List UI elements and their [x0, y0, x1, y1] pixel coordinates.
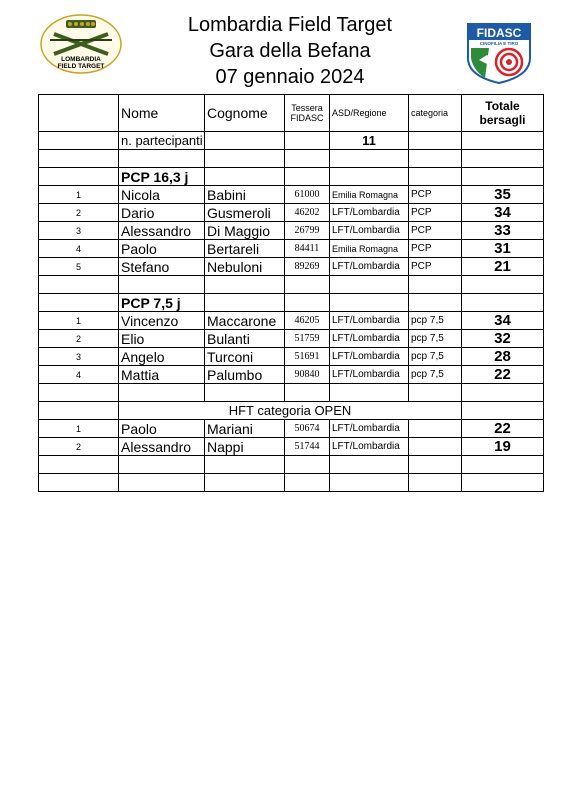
table-row — [39, 186, 544, 204]
title-line-1: Lombardia Field Target — [187, 14, 393, 36]
fidasc-shield-icon — [465, 22, 533, 84]
cell-asd: LFT/Lombardia — [330, 312, 409, 330]
cell-totale: 28 — [462, 348, 544, 366]
cell-nome: Vincenzo — [119, 312, 205, 330]
cell-cognome: Maccarone — [205, 312, 285, 330]
crossed-rifles-icon — [40, 14, 122, 74]
cell-cognome: Gusmeroli — [205, 204, 285, 222]
header-nome: Nome — [119, 95, 205, 132]
participants-row — [39, 132, 544, 150]
empty-row — [39, 474, 544, 492]
cell-asd: LFT/Lombardia — [330, 348, 409, 366]
header-pos — [39, 95, 119, 132]
table-row — [39, 312, 544, 330]
section-title: PCP 16,3 j — [119, 168, 205, 186]
cell-totale: 35 — [462, 186, 544, 204]
cell-asd: LFT/Lombardia — [330, 222, 409, 240]
cell-pos: 3 — [39, 222, 119, 240]
cell-nome: Stefano — [119, 258, 205, 276]
cell-asd: Emilia Romagna — [330, 240, 409, 258]
fidasc-sub-text: CINOFILIA E TIRO — [479, 41, 519, 46]
cell-pos: 4 — [39, 366, 119, 384]
table-row — [39, 438, 544, 456]
cell-asd: Emilia Romagna — [330, 186, 409, 204]
cell-nome: Paolo — [119, 240, 205, 258]
cell-tessera: 51759 — [285, 330, 330, 348]
table-row — [39, 204, 544, 222]
cell-categoria: PCP — [409, 258, 462, 276]
table-row — [39, 420, 544, 438]
spacer-row — [39, 276, 544, 294]
cell-categoria: PCP — [409, 222, 462, 240]
cell-tessera: 84411 — [285, 240, 330, 258]
cell-pos: 4 — [39, 240, 119, 258]
cell-cognome: Nebuloni — [205, 258, 285, 276]
cell-tessera: 89269 — [285, 258, 330, 276]
cell-nome: Alessandro — [119, 222, 205, 240]
cell-cognome: Di Maggio — [205, 222, 285, 240]
table-row — [39, 330, 544, 348]
page-title — [130, 12, 450, 90]
cell-cognome: Turconi — [205, 348, 285, 366]
cell-tessera: 26799 — [285, 222, 330, 240]
cell-asd: LFT/Lombardia — [330, 420, 409, 438]
section-title-row — [39, 294, 544, 312]
cell-asd: LFT/Lombardia — [330, 330, 409, 348]
table-row — [39, 348, 544, 366]
cell-asd: LFT/Lombardia — [330, 204, 409, 222]
cell-tessera: 50674 — [285, 420, 330, 438]
participants-count: 11 — [330, 132, 409, 150]
header-totale: Totale bersagli — [462, 95, 544, 132]
spacer-row — [39, 384, 544, 402]
cell-totale: 34 — [462, 312, 544, 330]
cell-categoria: PCP — [409, 204, 462, 222]
cell-categoria: PCP — [409, 186, 462, 204]
title-line-3: 07 gennaio 2024 — [215, 66, 365, 88]
logo-left-text-2: FIELD TARGET — [57, 63, 105, 70]
cell-pos: 5 — [39, 258, 119, 276]
cell-asd: LFT/Lombardia — [330, 438, 409, 456]
cell-nome: Dario — [119, 204, 205, 222]
cell-pos: 2 — [39, 330, 119, 348]
spacer-row — [39, 456, 544, 474]
cell-cognome: Mariani — [205, 420, 285, 438]
table-row — [39, 366, 544, 384]
cell-totale: 22 — [462, 366, 544, 384]
header-categoria: categoria — [409, 95, 462, 132]
cell-categoria: pcp 7,5 — [409, 366, 462, 384]
cell-tessera: 61000 — [285, 186, 330, 204]
cell-nome: Alessandro — [119, 438, 205, 456]
cell-pos: 3 — [39, 348, 119, 366]
cell-totale: 21 — [462, 258, 544, 276]
cell-asd: LFT/Lombardia — [330, 258, 409, 276]
participants-label: n. partecipanti — [119, 132, 205, 150]
cell-pos: 1 — [39, 420, 119, 438]
cell-totale: 19 — [462, 438, 544, 456]
cell-categoria: PCP — [409, 240, 462, 258]
cell-tessera: 90840 — [285, 366, 330, 384]
table-row — [39, 222, 544, 240]
lombardia-field-target-logo — [40, 14, 122, 74]
cell-nome: Angelo — [119, 348, 205, 366]
cell-tessera: 46205 — [285, 312, 330, 330]
cell-categoria — [409, 438, 462, 456]
fidasc-brand-text: FIDASC — [476, 26, 522, 40]
logo-left-text-1: LOMBARDIA — [61, 56, 101, 63]
table-row — [39, 240, 544, 258]
cell-pos: 1 — [39, 312, 119, 330]
title-line-2: Gara della Befana — [209, 40, 371, 62]
cell-asd: LFT/Lombardia — [330, 366, 409, 384]
cell-nome: Mattia — [119, 366, 205, 384]
cell-totale: 32 — [462, 330, 544, 348]
section-title-row — [39, 402, 544, 420]
cell-totale: 33 — [462, 222, 544, 240]
header-cognome: Cognome — [205, 95, 285, 132]
cell-cognome: Palumbo — [205, 366, 285, 384]
cell-categoria: pcp 7,5 — [409, 348, 462, 366]
section-title: HFT categoria OPEN — [119, 402, 462, 420]
header-tessera: Tessera FIDASC — [285, 95, 330, 132]
cell-categoria — [409, 420, 462, 438]
cell-tessera: 51744 — [285, 438, 330, 456]
cell-categoria: pcp 7,5 — [409, 330, 462, 348]
results-table — [38, 94, 544, 492]
spacer-row — [39, 150, 544, 168]
cell-nome: Elio — [119, 330, 205, 348]
cell-pos: 2 — [39, 204, 119, 222]
cell-totale: 22 — [462, 420, 544, 438]
cell-pos: 2 — [39, 438, 119, 456]
cell-cognome: Bertareli — [205, 240, 285, 258]
cell-categoria: pcp 7,5 — [409, 312, 462, 330]
fidasc-logo — [465, 22, 533, 84]
cell-nome: Nicola — [119, 186, 205, 204]
cell-totale: 31 — [462, 240, 544, 258]
section-title-row — [39, 168, 544, 186]
table-row — [39, 258, 544, 276]
cell-cognome: Babini — [205, 186, 285, 204]
cell-tessera: 51691 — [285, 348, 330, 366]
cell-cognome: Nappi — [205, 438, 285, 456]
cell-pos: 1 — [39, 186, 119, 204]
header-asd: ASD/Regione — [330, 95, 409, 132]
cell-nome: Paolo — [119, 420, 205, 438]
cell-totale: 34 — [462, 204, 544, 222]
cell-cognome: Bulanti — [205, 330, 285, 348]
cell-tessera: 46202 — [285, 204, 330, 222]
section-title: PCP 7,5 j — [119, 294, 205, 312]
table-header-row — [39, 95, 544, 132]
